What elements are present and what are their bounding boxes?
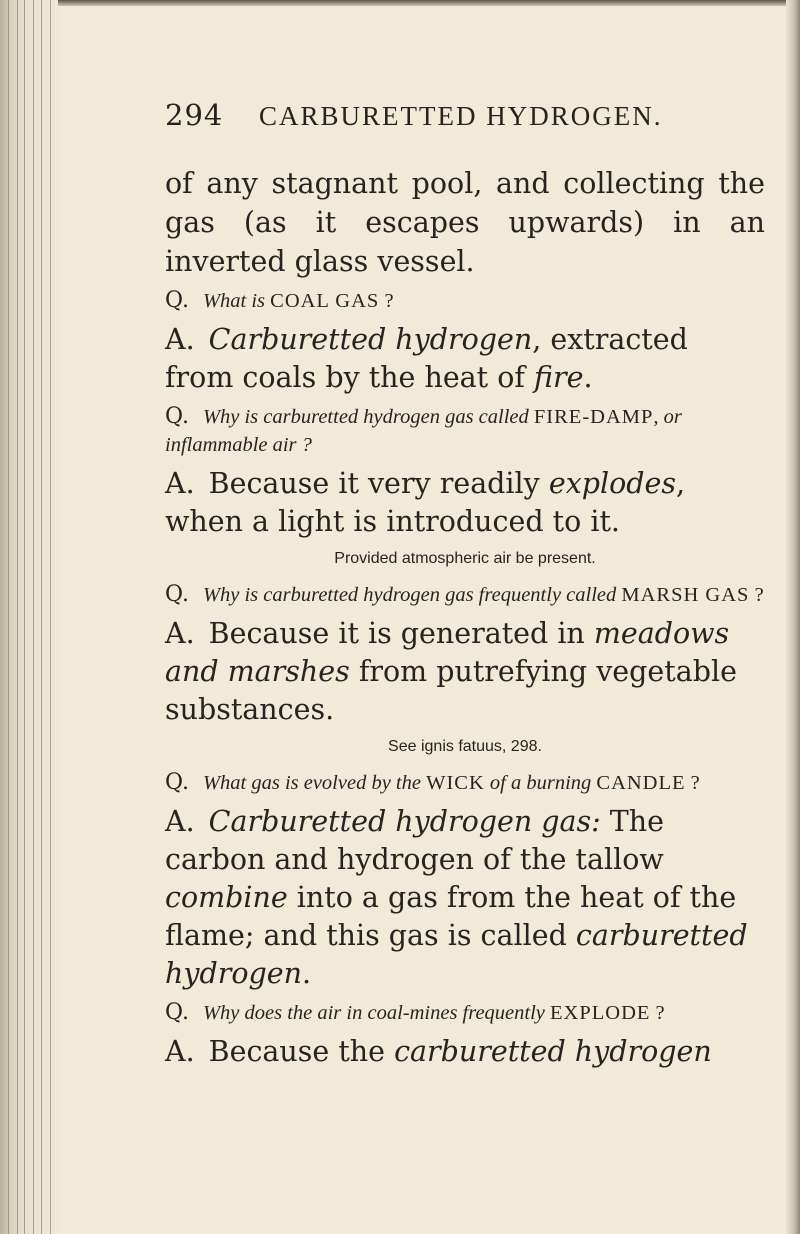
page-right-edge: [786, 0, 800, 1234]
question-4: Q. What gas is evolved by the WICK of a burning CANDLE ?: [165, 770, 700, 795]
answer-3: A. Because it is generated in meadows and marshes from putrefying vegetable substances.: [165, 617, 737, 726]
answer-2: A. Because it very readily explodes, when a light is introduced to it.: [165, 467, 686, 538]
answer-label: A.: [165, 323, 195, 356]
running-header: [165, 98, 705, 132]
question-2: Q. Why is carburetted hydrogen gas called FIRE-DAMP, or inflammable air ?: [165, 404, 682, 456]
intro-paragraph: of any stagnant pool, and collecting the gas (as it escapes upwards) in an inverted glass vessel.: [165, 167, 765, 278]
answer-1: A. Carburetted hydrogen, extracted from coals by the heat of fire.: [165, 323, 688, 394]
question-label: Q.: [165, 404, 189, 429]
footnote-2: Provided atmospheric air be present.: [334, 550, 596, 567]
question-5: Q. Why does the air in coal-mines frequently EXPLODE ?: [165, 1000, 665, 1025]
question-label: Q.: [165, 770, 189, 795]
question-label: Q.: [165, 582, 189, 607]
book-spine: [0, 0, 58, 1234]
answer-5: A. Because the carburetted hydrogen: [165, 1035, 712, 1068]
question-3: Q. Why is carburetted hydrogen gas frequently called MARSH GAS ?: [165, 582, 764, 607]
footnote-3: See ignis fatuus, 298.: [388, 738, 542, 755]
answer-4: A. Carburetted hydrogen gas: The carbon and hydrogen of the tallow combine into a gas from the heat of the flame; and this gas is called carburetted hydrogen.: [165, 805, 748, 990]
page-number: 294: [165, 98, 224, 132]
question-label: Q.: [165, 288, 189, 313]
answer-label: A.: [165, 467, 195, 500]
answer-label: A.: [165, 1035, 195, 1068]
page-top-edge: [0, 0, 800, 6]
page-title: CARBURETTED HYDROGEN.: [258, 101, 663, 131]
question-1: Q. What is COAL GAS ?: [165, 288, 394, 313]
answer-label: A.: [165, 617, 195, 650]
page-body: [165, 164, 765, 1077]
question-label: Q.: [165, 1000, 189, 1025]
answer-label: A.: [165, 805, 195, 838]
